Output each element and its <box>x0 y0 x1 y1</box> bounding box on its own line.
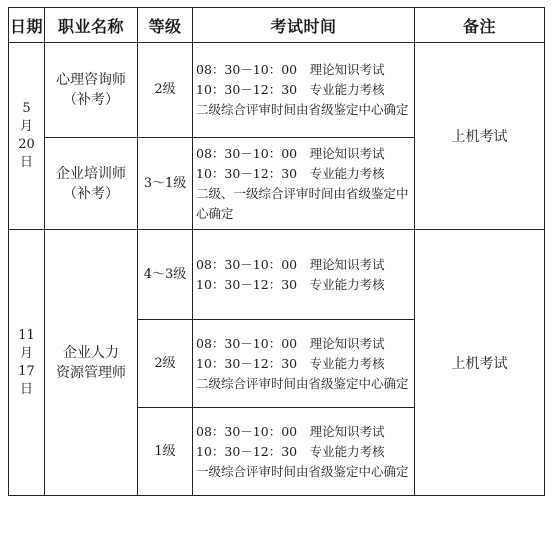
date-part: 11 <box>18 327 35 343</box>
header-date: 日期 <box>9 8 45 43</box>
exam-time-cell <box>193 320 415 408</box>
date-part: 月 <box>19 119 33 134</box>
table-row <box>9 43 545 138</box>
date-part: 日 <box>19 381 33 397</box>
exam-time-line: 08：30－10：00 理论知识考试 <box>196 62 385 77</box>
table-body <box>9 43 545 496</box>
exam-time-cell <box>193 43 415 138</box>
grade-cell: 2级 <box>138 43 193 138</box>
header-grade: 等级 <box>138 8 193 43</box>
exam-time-line: 08：30－10：00 理论知识考试 <box>196 423 385 439</box>
exam-time-line: 10：30－12：30 专业能力考核 <box>196 443 385 459</box>
occupation-cell <box>45 43 138 138</box>
date-cell <box>9 230 45 496</box>
occupation-cell <box>45 138 138 230</box>
exam-time-line: 二级综合评审时间由省级鉴定中心确定 <box>196 102 409 117</box>
grade-cell: 4～3级 <box>138 230 193 320</box>
exam-time-line: 二级综合评审时间由省级鉴定中心确定 <box>196 375 409 391</box>
occupation-name-line: （补考） <box>63 185 119 202</box>
exam-schedule-table <box>8 7 545 496</box>
date-part: 日 <box>19 155 33 170</box>
date-part: 17 <box>18 363 35 379</box>
exam-time-cell <box>193 138 415 230</box>
table-header-row <box>9 8 545 43</box>
header-remarks: 备注 <box>415 8 545 43</box>
table-row <box>9 230 545 320</box>
occupation-name-line: （补考） <box>63 92 119 108</box>
occupation-name-line: 心理咨询师 <box>56 72 126 88</box>
exam-time-line: 10：30－12：30 专业能力考核 <box>196 276 385 292</box>
exam-time-line: 一级综合评审时间由省级鉴定中心确定 <box>196 463 409 479</box>
exam-time-cell <box>193 408 415 496</box>
exam-time-line: 08：30－10：00 理论知识考试 <box>196 335 385 351</box>
occupation-name-line: 资源管理师 <box>56 364 126 381</box>
exam-time-line: 二级、一级综合评审时间由省级鉴定中心确定 <box>196 185 409 221</box>
exam-time-line: 10：30－12：30 专业能力考核 <box>196 165 385 181</box>
header-occupation: 职业名称 <box>45 8 138 43</box>
remark-cell: 上机考试 <box>415 43 545 230</box>
exam-time-line: 08：30－10：00 理论知识考试 <box>196 256 385 272</box>
remark-cell: 上机考试 <box>415 230 545 496</box>
exam-time-line: 10：30－12：30 专业能力考核 <box>196 82 385 97</box>
exam-time-line: 08：30－10：00 理论知识考试 <box>196 145 385 161</box>
date-part: 5 <box>22 101 31 116</box>
grade-cell: 2级 <box>138 320 193 408</box>
grade-cell: 3～1级 <box>138 138 193 230</box>
occupation-name-line: 企业培训师 <box>56 165 126 182</box>
grade-cell: 1级 <box>138 408 193 496</box>
occupation-name-line: 企业人力 <box>63 344 119 361</box>
exam-time-line: 10：30－12：30 专业能力考核 <box>196 355 385 371</box>
date-part: 月 <box>19 345 33 361</box>
header-exam-time: 考试时间 <box>193 8 415 43</box>
exam-time-cell <box>193 230 415 320</box>
occupation-cell <box>45 230 138 496</box>
date-cell <box>9 43 45 230</box>
date-part: 20 <box>18 137 35 152</box>
